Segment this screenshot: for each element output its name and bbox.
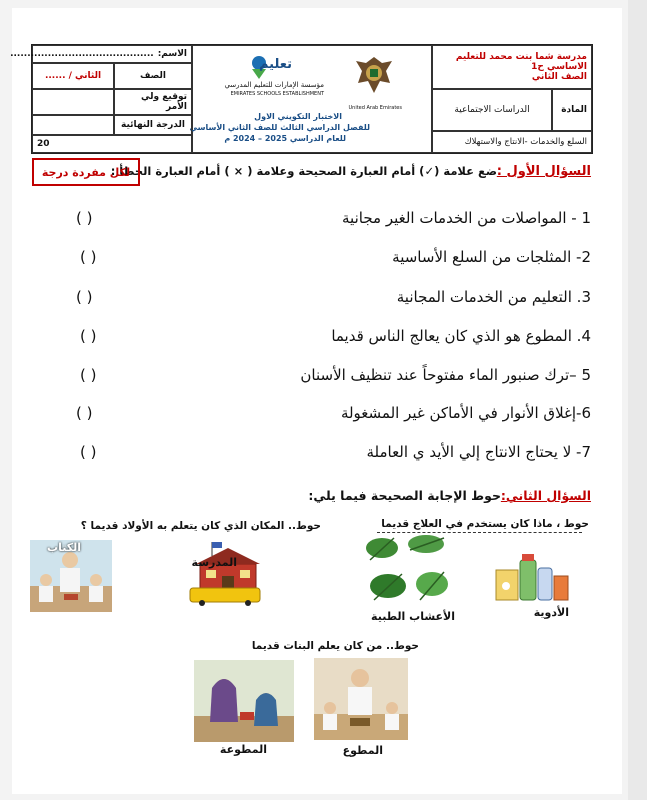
label-mutawwa-male: المطوع <box>342 744 383 757</box>
q2-instruction: حوط الإجابة الصحيحة فيما يلي: <box>308 488 501 503</box>
name-label: الاسم: <box>157 49 187 59</box>
final-grade-blank <box>32 115 114 135</box>
guardian-label: توقيع ولي الأمر <box>114 89 192 115</box>
final-grade-value: 20 <box>32 135 192 153</box>
mutawwa-male-image[interactable] <box>314 658 408 740</box>
label-kuttab: الكتاب <box>47 541 81 554</box>
exam-title: الاختبار التكويني الاول <box>254 112 342 121</box>
q2-sub-a: حوط ، ماذا كان يستخدم في العلاج قديما <box>381 518 589 530</box>
q1-item-4: 4. المطوع هو الذي كان يعالج الناس قديما <box>331 327 591 345</box>
final-grade-label: الدرجة النهائية <box>114 115 192 135</box>
q1-grade-note: لكل مفردة درجة <box>32 158 140 186</box>
q1-item-6: 6-إغلاق الأنوار في الأماكن غير المشغولة <box>340 404 591 422</box>
ese-name-ar: مؤسسة الإمارات للتعليم المدرسي <box>224 81 324 89</box>
q1-instruction: ضع علامة (✓) أمام العبارة الصحيحة وعلامة ( × ) أمام العبارة الخطأ : <box>110 164 497 178</box>
q1-answer-4[interactable]: ( ) <box>80 327 97 345</box>
q1-answer-1[interactable]: ( ) <box>76 209 93 227</box>
q2-sub-b: حوط.. المكان الذي كان يتعلم به الأولاد قديما ؟ <box>80 520 321 532</box>
label-school: المدرسة <box>191 556 237 569</box>
subject-value: الدراسات الاجتماعية <box>432 89 552 131</box>
exam-line3: للعام الدراسي 2025 – 2024 م <box>224 134 346 143</box>
grade-level: الصف الثاني <box>531 72 587 82</box>
q2-sub-c: حوط.. من كان يعلم البنات قديما <box>251 640 419 652</box>
q1-answer-3[interactable]: ( ) <box>76 288 93 306</box>
label-medicines: الأدوية <box>533 606 569 619</box>
school-name: مدرسة شما بنت محمد للتعليم الاساسي ح1 <box>455 52 587 72</box>
subject-label: المادة <box>552 89 592 131</box>
school-cell <box>432 45 592 89</box>
q1-item-7: 7- لا يحتاج الانتاج إلي الأيد ي العاملة <box>366 443 591 461</box>
name-dots: .......................................... <box>10 49 154 59</box>
class-label: الصف <box>114 63 192 89</box>
q1-answer-6[interactable]: ( ) <box>76 404 93 422</box>
ese-logo-word: تعليم <box>258 57 292 72</box>
scrollbar-track[interactable] <box>628 0 647 800</box>
label-herbs: الأعشاب الطبية <box>371 610 455 623</box>
uae-emblem-icon <box>352 53 396 103</box>
q1-answer-2[interactable]: ( ) <box>80 248 97 266</box>
ese-name-en: EMIRATES SCHOOLS ESTABLISHMENT <box>230 91 324 97</box>
q1-item-3: 3. التعليم من الخدمات المجانية <box>396 288 591 306</box>
name-field[interactable] <box>10 45 192 63</box>
q1-item-5: 5 –ترك صنبور الماء مفتوحاً عند تنظيف الأسنان <box>300 366 591 384</box>
label-mutawwa-female: المطوعة <box>219 743 267 756</box>
header-table <box>10 44 593 154</box>
q1-item-2: 2- المثلجات من السلع الأساسية <box>392 248 591 266</box>
q1-answer-7[interactable]: ( ) <box>80 443 97 461</box>
mutawwa-female-image[interactable] <box>194 660 294 742</box>
q1-answer-5[interactable]: ( ) <box>80 366 97 384</box>
q2-title: السؤال الثاني: <box>500 488 591 503</box>
herbs-image[interactable] <box>360 530 460 610</box>
topic: السلع والخدمات -الانتاج والاستهلاك <box>432 131 592 153</box>
guardian-signature-field[interactable] <box>32 89 114 115</box>
exam-line2: للفصل الدراسي الثالث للصف الثاني الأساسي <box>189 123 370 132</box>
uae-caption: United Arab Emirates <box>348 105 402 111</box>
q1-title: السؤال الأول : <box>496 164 591 179</box>
medicines-image[interactable] <box>492 546 572 604</box>
school-image[interactable] <box>186 542 270 606</box>
class-value[interactable]: الثاني / ...... <box>32 63 114 89</box>
q1-item-1: 1 - المواصلات من الخدمات الغير مجانية <box>342 209 591 227</box>
